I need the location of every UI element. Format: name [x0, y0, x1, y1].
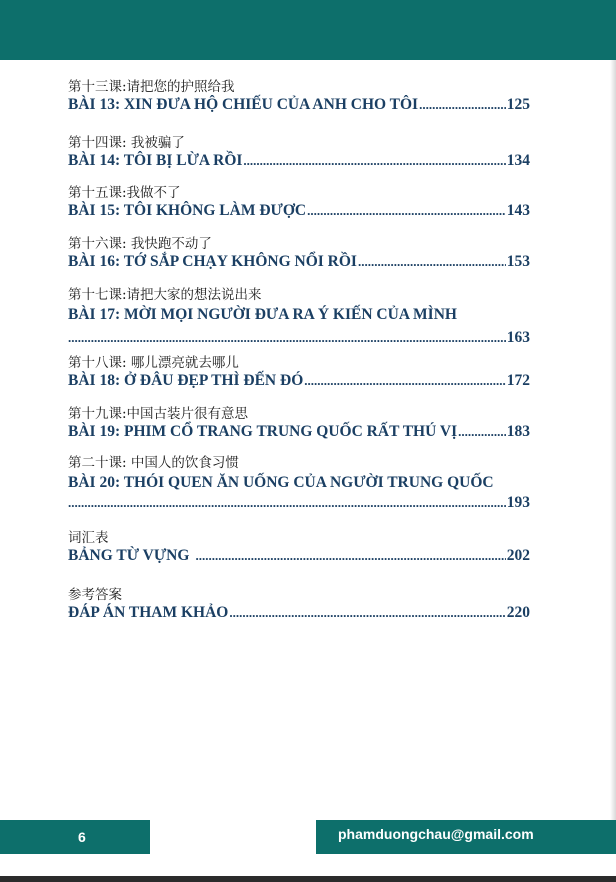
toc-entry-17[interactable]: [68, 286, 530, 351]
dot-leader: [68, 495, 506, 511]
page-edge-shadow: [610, 60, 616, 820]
vietnamese-title: BÀI 16: TỚ SẮP CHẠY KHÔNG NỔI RỒI: [68, 253, 357, 270]
header-band: [0, 0, 616, 60]
vietnamese-title: BÀI 17: MỜI MỌI NGƯỜI ĐƯA RA Ý KIẾN CỦA MÌNH: [68, 306, 457, 323]
chinese-title: 第十五课:我做不了: [68, 185, 181, 201]
chinese-title: 词汇表: [68, 530, 109, 546]
toc-entry-13[interactable]: [68, 78, 530, 118]
dot-leader: [195, 548, 505, 564]
toc-entry-15[interactable]: [68, 184, 530, 224]
vietnamese-title: ĐÁP ÁN THAM KHẢO: [68, 604, 229, 621]
dot-leader: [304, 373, 505, 389]
page-ref: 202: [506, 547, 530, 564]
page-ref: 125: [506, 96, 530, 113]
page-number: 6: [78, 829, 86, 845]
dot-leader: [243, 153, 505, 169]
author-email[interactable]: phamduongchau@gmail.com: [338, 826, 534, 842]
dot-leader: [458, 424, 506, 440]
page-ref: 153: [506, 253, 530, 270]
page-ref: 143: [506, 202, 530, 219]
chinese-title: 参考答案: [68, 587, 122, 603]
page-ref: 163: [506, 329, 530, 346]
vietnamese-title: BÀI 14: TÔI BỊ LỪA RỒI: [68, 152, 243, 169]
toc-entry-18[interactable]: [68, 354, 530, 394]
chinese-title: 第十三课:请把您的护照给我: [68, 79, 235, 95]
page-ref: 220: [506, 604, 530, 621]
chinese-title: 第十九课:中国古装片很有意思: [68, 406, 249, 422]
vietnamese-title: BÀI 18: Ở ĐÂU ĐẸP THÌ ĐẾN ĐÓ: [68, 372, 304, 389]
vietnamese-title: BÀI 20: THÓI QUEN ĂN UỐNG CỦA NGƯỜI TRUNG QUỐC: [68, 474, 494, 491]
toc-entry-vocabulary[interactable]: [68, 529, 530, 569]
vietnamese-title: BẢNG TỪ VỰNG: [68, 547, 190, 564]
dot-leader: [358, 254, 506, 270]
vietnamese-title: BÀI 13: XIN ĐƯA HỘ CHIẾU CỦA ANH CHO TÔI: [68, 96, 419, 113]
toc-entry-20[interactable]: [68, 454, 530, 516]
dot-leader: [419, 97, 506, 113]
toc-entry-19[interactable]: [68, 405, 530, 445]
dot-leader: [307, 203, 506, 219]
footer-email-band: [316, 820, 616, 854]
page-ref: 172: [506, 372, 530, 389]
chinese-title: 第十七课:请把大家的想法说出来: [68, 287, 262, 303]
toc-entry-16[interactable]: [68, 235, 530, 275]
dot-leader: [68, 330, 506, 346]
footer-page-band: [0, 820, 150, 854]
toc-entry-answers[interactable]: [68, 586, 530, 626]
vietnamese-title: BÀI 19: PHIM CỔ TRANG TRUNG QUỐC RẤT THÚ VỊ: [68, 423, 458, 440]
vietnamese-title: BÀI 15: TÔI KHÔNG LÀM ĐƯỢC: [68, 202, 307, 219]
page-ref: 193: [506, 494, 530, 511]
toc-entry-14[interactable]: [68, 134, 530, 174]
page-bottom-edge: [0, 876, 616, 882]
chinese-title: 第十六课: 我快跑不动了: [68, 236, 212, 252]
page-ref: 134: [506, 152, 530, 169]
chinese-title: 第二十课: 中国人的饮食习惯: [68, 455, 239, 471]
chinese-title: 第十四课: 我被骗了: [68, 135, 185, 151]
page-ref: 183: [506, 423, 530, 440]
chinese-title: 第十八课: 哪儿漂亮就去哪儿: [68, 355, 239, 371]
dot-leader: [229, 605, 505, 621]
